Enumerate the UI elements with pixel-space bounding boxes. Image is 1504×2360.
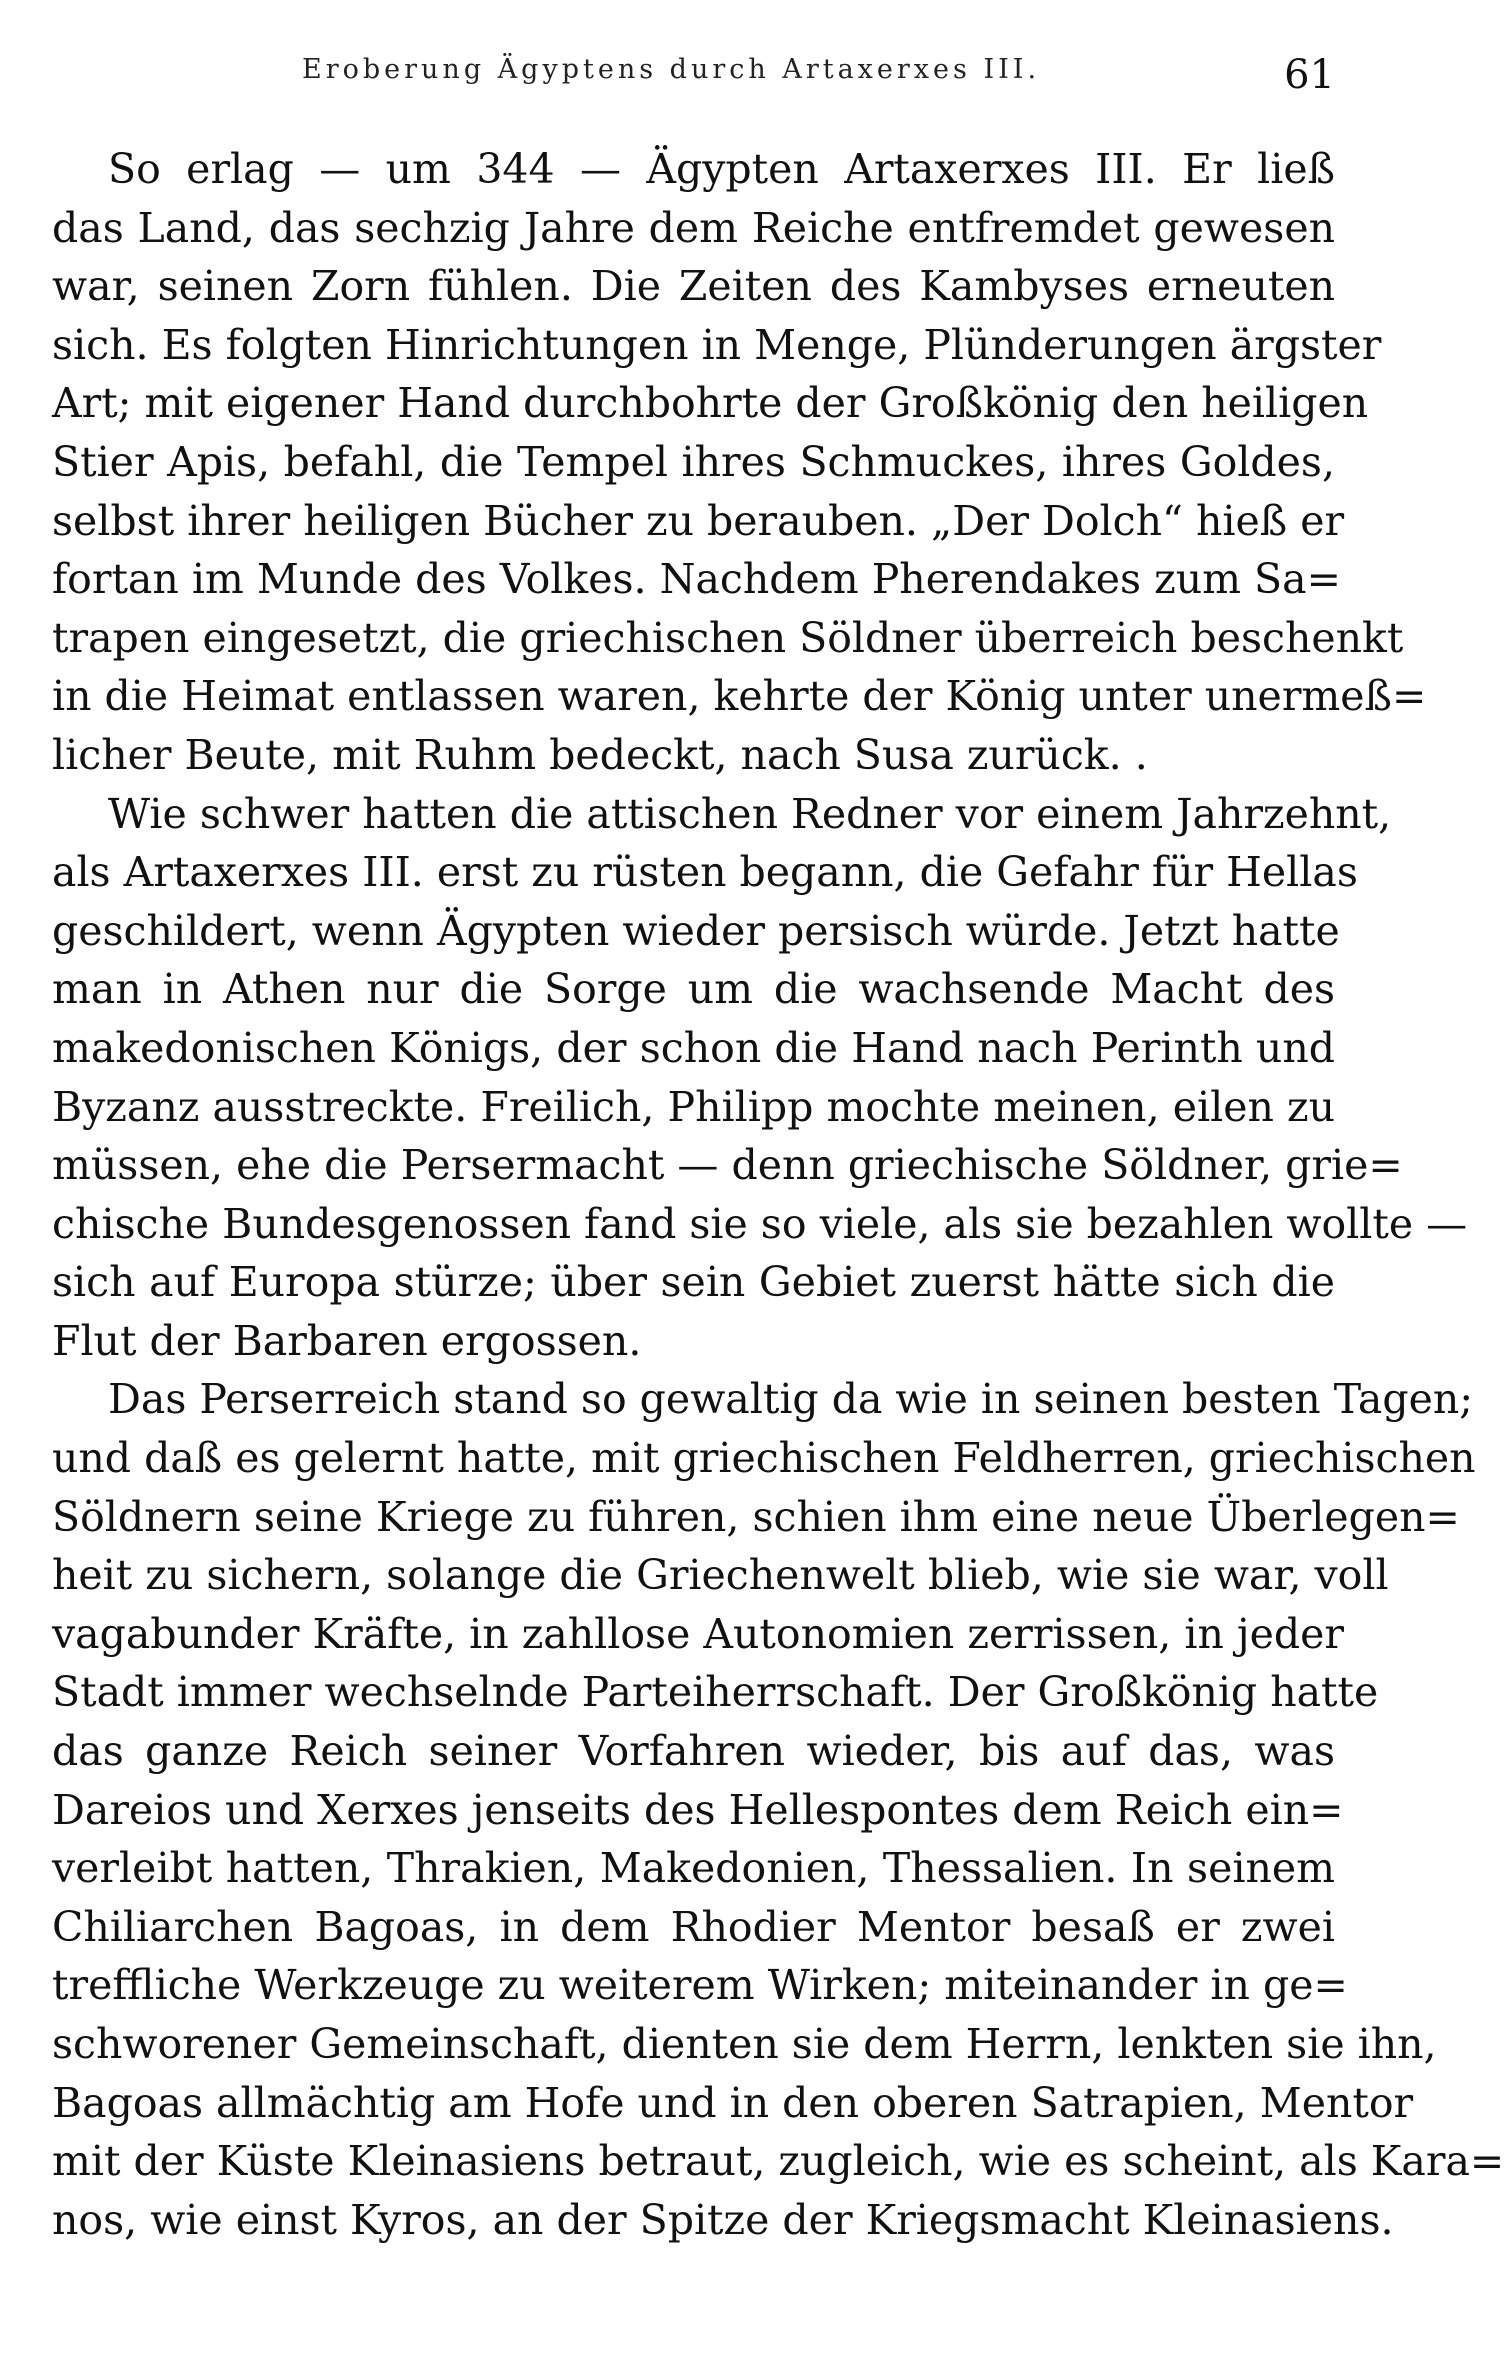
text-line: Flut der Barbaren ergossen.	[52, 1316, 642, 1365]
text-line: in die Heimat entlassen waren, kehrte der König unter unermeß=	[52, 672, 1427, 721]
paragraph-2	[52, 785, 1468, 1371]
running-title: Eroberung Ägyptens durch Artaxerxes III.	[302, 54, 1041, 85]
text-line: treffliche Werkzeuge zu weiterem Wirken; miteinander in ge=	[52, 1961, 1348, 2010]
text-line: trapen eingesetzt, die griechischen Söldner überreich beschenkt	[52, 613, 1404, 662]
text-line: Bagoas allmächtig am Hofe und in den oberen Satrapien, Mentor	[52, 2078, 1414, 2127]
text-line: fortan im Munde des Volkes. Nachdem Pherendakes zum Sa=	[52, 555, 1341, 604]
text-line: sich auf Europa stürze; über sein Gebiet zuerst hätte sich die	[52, 1258, 1335, 1307]
text-line: chische Bundesgenossen fand sie so viele, als sie bezahlen wollte —	[52, 1199, 1468, 1248]
paragraph-3	[52, 1370, 1504, 2249]
text-line: schworener Gemeinschaft, dienten sie dem Herrn, lenkten sie ihn,	[52, 2020, 1437, 2068]
text-line: nos, wie einst Kyros, an der Spitze der Kriegsmacht Kleinasiens.	[52, 2195, 1394, 2244]
text-line: Stier Apis, befahl, die Tempel ihres Schmuckes, ihres Goldes,	[52, 437, 1335, 486]
text-line: vagabunder Kräfte, in zahllose Autonomien zerrissen, in jeder	[52, 1609, 1344, 1658]
text-line: licher Beute, mit Ruhm bedeckt, nach Susa zurück. .	[52, 730, 1148, 779]
text-line: So erlag — um 344 — Ägypten Artaxerxes III. Er ließ	[108, 145, 1335, 193]
text-line: müssen, ehe die Persermacht — denn griechische Söldner, grie=	[52, 1141, 1403, 1190]
text-line: Das Perserreich stand so gewaltig da wie in seinen besten Tagen;	[108, 1375, 1474, 1424]
text-line: sich. Es folgten Hinrichtungen in Menge, Plünderungen ärgster	[52, 320, 1382, 369]
text-line: Chiliarchen Bagoas, in dem Rhodier Mentor besaß er zwei	[52, 1902, 1335, 1951]
text-line: Stadt immer wechselnde Parteiherrschaft. Der Großkönig hatte	[52, 1668, 1379, 1717]
text-line: Art; mit eigener Hand durchbohrte der Großkönig den heiligen	[52, 379, 1369, 428]
body-text	[52, 140, 1504, 2249]
text-line: heit zu sichern, solange die Griechenwelt blieb, wie sie war, voll	[52, 1551, 1389, 1600]
text-line: das Land, das sechzig Jahre dem Reiche entfremdet gewesen	[52, 203, 1335, 252]
text-line: Dareios und Xerxes jenseits des Hellespontes dem Reich ein=	[52, 1785, 1344, 1834]
text-line: selbst ihrer heiligen Bücher zu berauben. „Der Dolch“ hieß er	[52, 496, 1345, 545]
text-line: Wie schwer hatten die attischen Redner vor einem Jahrzehnt,	[108, 789, 1392, 838]
text-line: man in Athen nur die Sorge um die wachsende Macht des	[52, 965, 1335, 1014]
text-line: verleibt hatten, Thrakien, Makedonien, Thessalien. In seinem	[52, 1844, 1335, 1893]
text-line: geschildert, wenn Ägypten wieder persisch würde. Jetzt hatte	[52, 906, 1340, 955]
text-line: Byzanz ausstreckte. Freilich, Philipp mochte meinen, eilen zu	[52, 1082, 1335, 1131]
paragraph-1	[52, 140, 1427, 785]
running-head	[52, 48, 1335, 118]
text-line: als Artaxerxes III. erst zu rüsten begann, die Gefahr für Hellas	[52, 848, 1358, 897]
text-line: makedonischen Königs, der schon die Hand nach Perinth und	[52, 1023, 1335, 1072]
text-line: das ganze Reich seiner Vorfahren wieder, bis auf das, was	[52, 1727, 1335, 1776]
text-line: mit der Küste Kleinasiens betraut, zugleich, wie es scheint, als Kara=	[52, 2137, 1504, 2186]
page-number: 61	[1284, 52, 1335, 98]
text-line: war, seinen Zorn fühlen. Die Zeiten des Kambyses erneuten	[52, 262, 1335, 311]
text-line: Söldnern seine Kriege zu führen, schien ihm eine neue Überlegen=	[52, 1492, 1460, 1541]
text-line: und daß es gelernt hatte, mit griechischen Feldherren, griechischen	[52, 1434, 1476, 1483]
